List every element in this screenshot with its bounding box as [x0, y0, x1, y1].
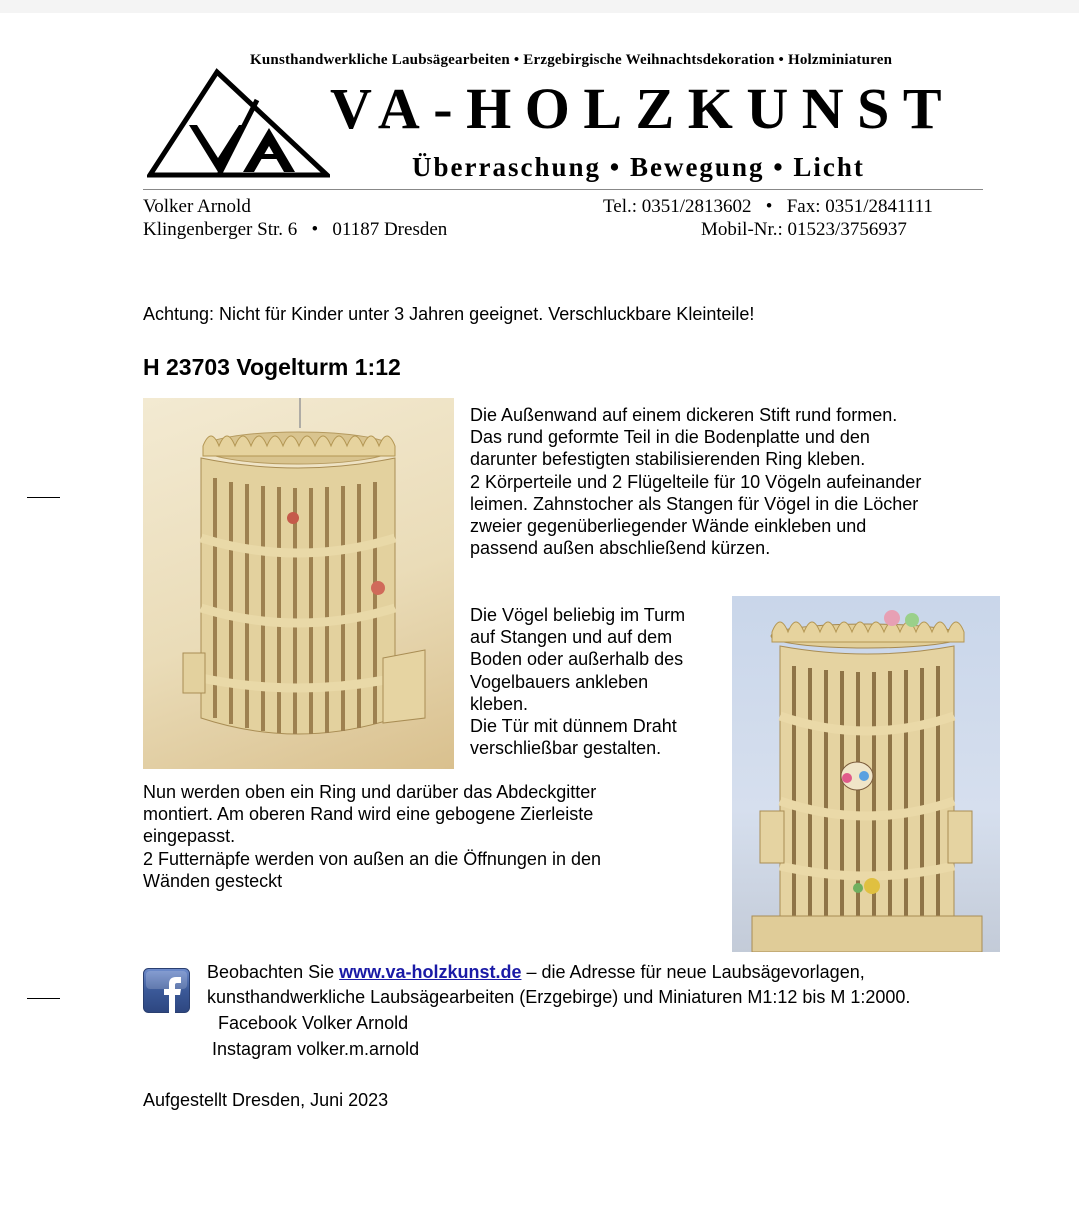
- facebook-icon[interactable]: [143, 968, 190, 1013]
- contact-phone-fax: Tel.: 0351/2813602 • Fax: 0351/2841111: [603, 196, 933, 217]
- footer-facebook: Facebook Volker Arnold: [218, 1013, 409, 1033]
- instruction-paragraph-1: Die Außenwand auf einem dickeren Stift rund formen. Das rund geformte Teil in die Bodenplatte und den darunter befestigten stabilisierenden Ring kleben. 2 Körperteile und 2 Flügelteile für 10 Vögeln aufeinander leimen. Zahnstocher als Stangen für Vögel in die Löcher zweier gegenüberliegender Wände einkleben und passend außen abschließend kürzen.: [470, 405, 922, 559]
- va-mountain-logo-icon: [147, 68, 330, 180]
- contact-address: Klingenberger Str. 6 • 01187 Dresden: [143, 219, 448, 240]
- website-link[interactable]: www.va-holzkunst.de: [339, 962, 522, 982]
- header-divider: [143, 189, 983, 190]
- footer-instagram: Instagram volker.m.arnold: [212, 1039, 420, 1059]
- safety-warning: Achtung: Nicht für Kinder unter 3 Jahren geeignet. Verschluckbare Kleinteile!: [143, 304, 755, 324]
- observe-suffix: – die Adresse für neue Laubsägevorlagen,: [521, 962, 865, 982]
- product-title: H 23703 Vogelturm 1:12: [143, 354, 401, 380]
- brand-slogan: Überraschung • Bewegung • Licht: [412, 152, 865, 182]
- header-tagline: Kunsthandwerkliche Laubsägearbeiten • Erzgebirgische Weihnachtsdekoration • Holzminiaturen: [250, 52, 893, 68]
- margin-mark-bottom: [27, 998, 60, 999]
- observe-prefix: Beobachten Sie: [207, 962, 340, 982]
- brand-title: VA-HOLZKUNST: [330, 76, 956, 141]
- created-note: Aufgestellt Dresden, Juni 2023: [143, 1090, 389, 1110]
- margin-mark-top: [27, 497, 60, 498]
- top-bar: [0, 0, 1079, 13]
- bird-tower-photo-right: [732, 596, 1000, 952]
- contact-mobile: Mobil-Nr.: 01523/3756937: [701, 219, 907, 240]
- contact-name: Volker Arnold: [143, 196, 251, 217]
- footer-description: kunsthandwerkliche Laubsägearbeiten (Erzgebirge) und Miniaturen M1:12 bis M 1:2000.: [207, 987, 911, 1007]
- bird-tower-photo-left: [143, 398, 454, 769]
- instruction-paragraph-2: Die Vögel beliebig im Turm auf Stangen und auf dem Boden oder außerhalb des Vogelbauers ankleben kleben. Die Tür mit dünnem Draht verschließbar gestalten.: [470, 605, 686, 759]
- footer-observe-line: [207, 962, 865, 983]
- instruction-paragraph-3: Nun werden oben ein Ring und darüber das Abdeckgitter montiert. Am oberen Rand wird eine gebogene Zierleiste eingepasst. 2 Futternäpfe werden von außen an die Öffnungen in den Wänden gesteckt: [143, 782, 601, 891]
